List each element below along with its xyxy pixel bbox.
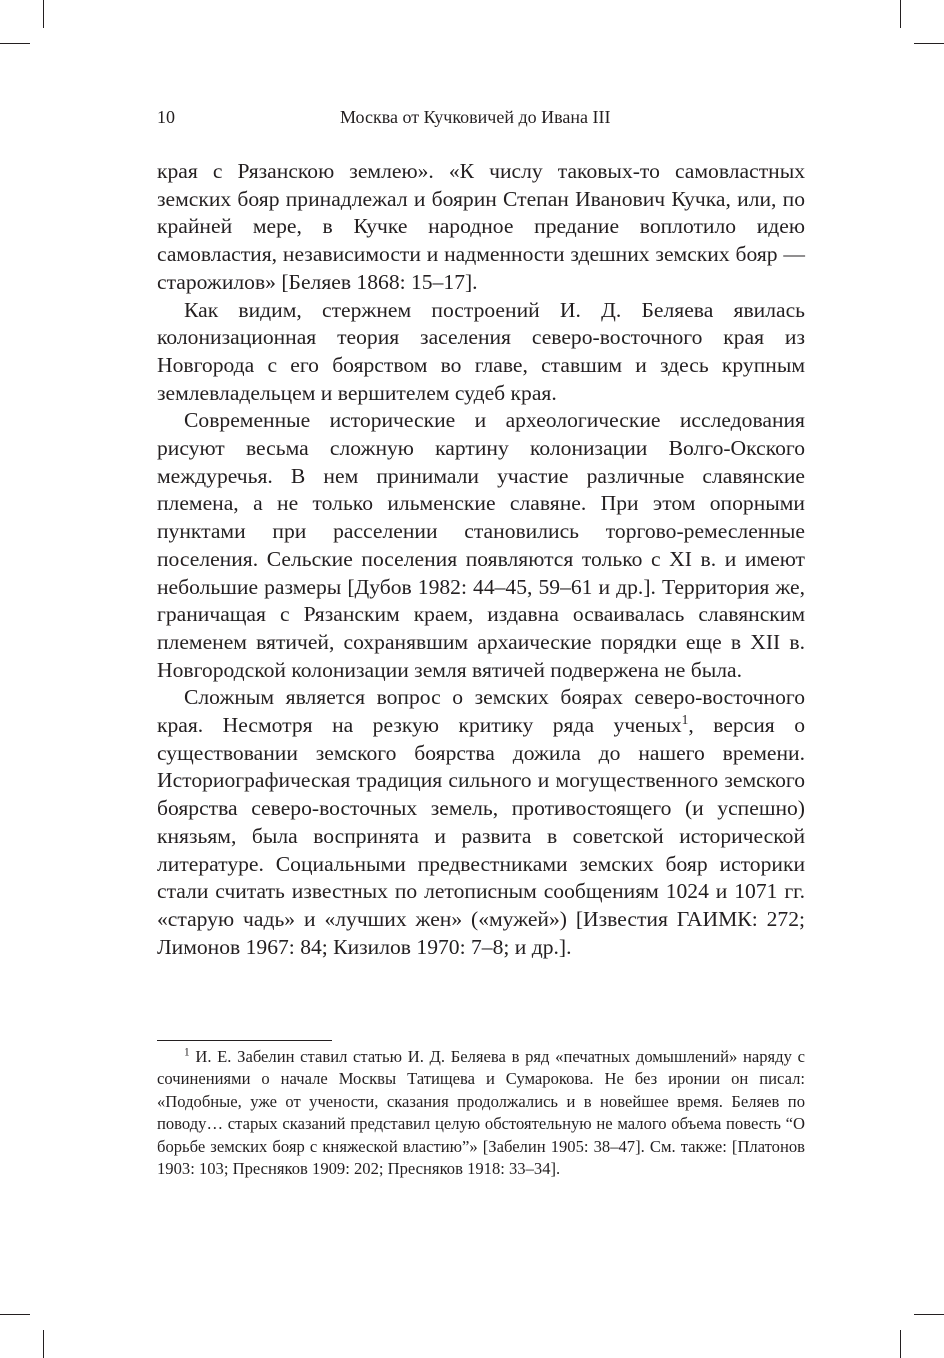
crop-mark-bottom-left-vertical — [43, 1330, 44, 1358]
crop-mark-top-right-horizontal — [914, 43, 944, 44]
paragraph-4-text-after-note: , версия о существовании земского боярства дожила до нашего времени. Историографическая традиция сильного и могущественного земского боярства северо-восточных земель, противостоящего (и успешно) князьям, была воспринята и развита в советской исторической литературе. Социальными предвестниками земских бояр историки стали считать известных по летописным сообщениям 1024 и 1071 гг. «старую чадь» и «лучших жен» («мужей») [Известия ГАИМК: 272; Лимонов 1967: 84; Кизилов 1970: 7–8; и др.]. — [157, 713, 806, 959]
crop-mark-bottom-right-horizontal — [914, 1314, 944, 1315]
footnotes — [157, 1046, 805, 1180]
footnote-1 — [157, 1046, 805, 1180]
crop-mark-bottom-left-horizontal — [0, 1314, 30, 1315]
running-head — [157, 103, 805, 131]
crop-mark-top-right-vertical — [900, 0, 901, 28]
footnote-text: И. Е. Забелин ставил статью И. Д. Беляева в ряд «печатных домышлений» наряду с сочинениями о начале Москвы Татищева и Сумарокова. Не без иронии он писал: «Подобные, уже от учености, сказания продолжались и в новейшее время. Беляев по поводу… старых сказаний представил целую обстоятельную не малого объема повесть “О борьбе земских бояр с княжеской властию”» [Забелин 1905: 38–47]. См. также: [Платонов 1903: 103; Пресняков 1909: 202; Пресняков 1918: 33–34]. — [157, 1047, 805, 1179]
paragraph-4 — [157, 684, 805, 961]
crop-mark-bottom-right-vertical — [900, 1330, 901, 1358]
crop-mark-top-left-vertical — [43, 0, 44, 28]
paragraph-1: края с Рязанскою землею». «К числу таковых-то самовластных земских бояр принадлежал и боярин Степан Иванович Кучка, или, по крайней мере, в Кучке народное предание воплотило идею самовластия, независимости и надменности здешних земских бояр — старожилов» [Беляев 1868: 15–17]. — [157, 159, 805, 294]
crop-mark-top-left-horizontal — [0, 43, 30, 44]
running-title: Москва от Кучковичей до Ивана III — [340, 107, 611, 127]
paragraph-3: Современные исторические и археологические исследования рисуют весьма сложную картину колонизации Волго-Окского междуречья. В нем принимали участие различные славянские племена, а не только ильменские славяне. При этом опорными пунктами при расселении становились торгово-ремесленные поселения. Сельские поселения появляются только с XI в. и имеют небольшие размеры [Дубов 1982: 44–45, 59–61 и др.]. Территория же, граничащая с Рязанским краем, издавна осваивалась славянским племенем вятичей, сохранявшим архаические порядки еще в XII в. Новгородской колонизации земля вятичей подвержена не была. — [157, 408, 805, 682]
paragraph-2: Как видим, стержнем построений И. Д. Беляева явилась колонизационная теория заселения северо-восточного края из Новгорода с его боярством во главе, ставшим и здесь крупным землевладельцем и вершителем судеб края. — [157, 297, 805, 405]
footnote-reference-1[interactable]: 1 — [681, 711, 689, 727]
body-text — [157, 158, 805, 961]
footnote-separator — [157, 1040, 332, 1041]
paragraph-4-text-before-note: Сложным является вопрос о земских боярах северо-восточного края. Несмотря на резкую критику ряда ученых — [157, 685, 805, 738]
page-number: 10 — [157, 107, 175, 127]
footnote-marker: 1 — [184, 1046, 190, 1059]
